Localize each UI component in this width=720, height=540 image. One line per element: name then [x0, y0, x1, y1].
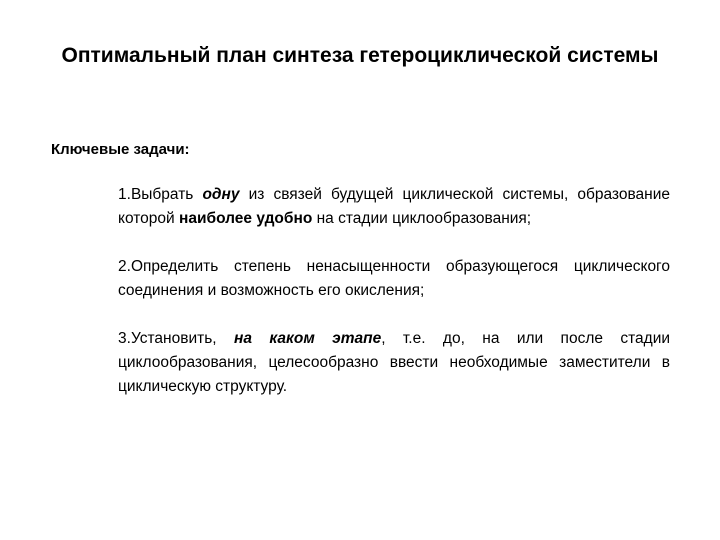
- task-number: 3.: [118, 330, 131, 347]
- task-text: на стадии циклообразования;: [312, 210, 532, 227]
- task-item-3: [118, 327, 670, 399]
- slide-title: Оптимальный план синтеза гетероциклической системы: [61, 44, 659, 67]
- emphasis-text: одну: [202, 186, 240, 203]
- emphasis-text: на каком этапе: [233, 330, 382, 347]
- task-text: из связей будущей циклической системы, образование которой: [118, 186, 670, 227]
- task-number: 2.: [118, 258, 131, 275]
- task-text: Установить,: [130, 330, 234, 347]
- task-item-1: [118, 183, 670, 231]
- task-text: , т.е. до, на или после стадии циклообразования, целесообразно ввести необходимые заместители в циклическую структуру.: [118, 330, 671, 395]
- slide-subtitle: Ключевые задачи:: [51, 141, 190, 158]
- task-number: 1.: [118, 186, 131, 203]
- emphasis-text: наиболее удобно: [179, 210, 313, 227]
- task-list: [118, 183, 670, 423]
- task-item-2: [118, 255, 670, 303]
- task-text: Выбрать: [130, 186, 203, 203]
- task-text: Определить степень ненасыщенности образующегося циклического соединения и возможность его окисления;: [118, 258, 670, 299]
